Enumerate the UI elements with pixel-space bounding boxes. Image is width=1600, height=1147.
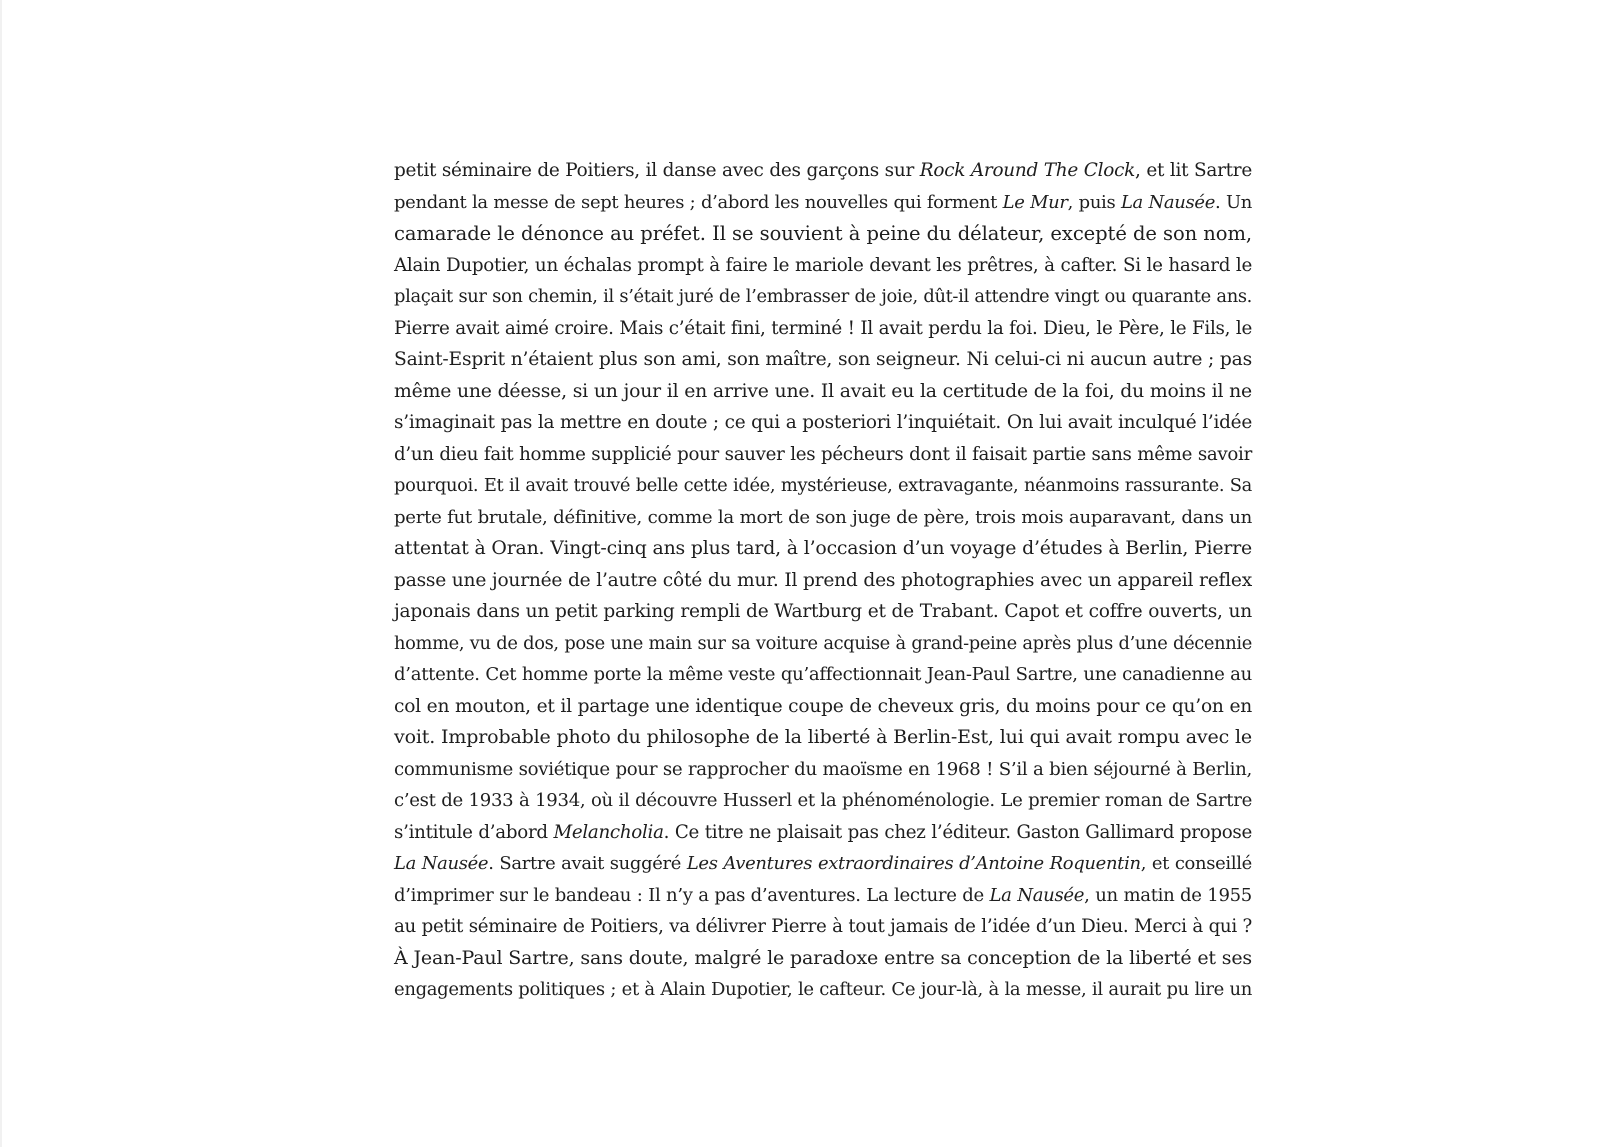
text-line	[394, 722, 1252, 754]
text-run: pendant la messe de sept heures ; d’abord les nouvelles qui forment	[394, 191, 1003, 213]
text-line	[394, 596, 1252, 628]
text-run: pourquoi. Et il avait trouvé belle cette idée, mystérieuse, extravagante, néanmoins rassurante. Sa	[394, 475, 1252, 496]
text-line	[394, 281, 1252, 313]
text-line	[394, 344, 1252, 376]
text-line	[394, 754, 1252, 786]
text-run: . Sartre avait suggéré	[488, 853, 687, 874]
text-line	[394, 911, 1252, 943]
text-run: Alain Dupotier, un échalas prompt à faire le mariole devant les prêtres, à cafter. Si le hasard le	[394, 254, 1252, 276]
text-line	[394, 565, 1252, 597]
text-line	[394, 250, 1252, 282]
italic-title: La Nausée	[394, 853, 489, 874]
text-line	[394, 628, 1252, 660]
text-run: Saint-Esprit n’étaient plus son ami, son maître, son seigneur. Ni celui-ci ni aucun autre ; pas	[394, 349, 1252, 370]
text-run: passe une journée de l’autre côté du mur. Il prend des photographies avec un appareil reflex	[394, 569, 1252, 591]
text-run: camarade le dénonce au préfet. Il se souvient à peine du délateur, excepté de son nom,	[394, 222, 1252, 245]
text-run: . Ce titre ne plaisait pas chez l’éditeur. Gaston Gallimard propose	[663, 821, 1252, 843]
text-run: d’attente. Cet homme porte la même veste qu’affectionnait Jean-Paul Sartre, une canadienne au	[394, 664, 1252, 685]
text-run: petit séminaire de Poitiers, il danse avec des garçons sur	[394, 160, 920, 181]
text-run: attentat à Oran. Vingt-cinq ans plus tard, à l’occasion d’un voyage d’études à Berlin, Pierre	[394, 537, 1252, 559]
text-run: s’intitule d’abord	[394, 821, 554, 843]
text-run: communisme soviétique pour se rapprocher du maoïsme en 1968 ! S’il a bien séjourné à Berlin,	[394, 758, 1252, 780]
text-line	[394, 376, 1252, 408]
text-run: , et conseillé	[1140, 853, 1252, 874]
italic-title: La Nausée	[989, 884, 1085, 906]
text-line	[394, 313, 1252, 345]
text-run: engagements politiques ; et à Alain Dupotier, le cafteur. Ce jour-là, à la messe, il aurait pu lire un	[394, 979, 1252, 1000]
text-line	[394, 785, 1252, 817]
text-line	[394, 691, 1252, 723]
text-line	[394, 439, 1252, 471]
page-edge	[0, 0, 2, 1147]
text-run: . Un	[1215, 191, 1253, 213]
italic-title: Les Aventures extraordinaires d’Antoine Roquentin	[686, 853, 1141, 874]
text-line	[394, 848, 1252, 880]
italic-title: Rock Around The Clock	[919, 160, 1136, 181]
text-line	[394, 470, 1252, 502]
text-run: plaçait sur son chemin, il s’était juré de l’embrasser de joie, dût-il attendre vingt ou quarante ans.	[394, 286, 1252, 307]
text-run: d’un dieu fait homme supplicié pour sauver les pécheurs dont il faisait partie sans même savoir	[394, 443, 1252, 465]
text-run: japonais dans un petit parking rempli de Wartburg et de Trabant. Capot et coffre ouverts, un	[394, 601, 1252, 622]
text-line	[394, 659, 1252, 691]
text-run: , un matin de 1955	[1084, 884, 1252, 906]
text-line	[394, 943, 1252, 975]
text-line	[394, 880, 1252, 912]
text-run: homme, vu de dos, pose une main sur sa voiture acquise à grand-peine après plus d’une décennie	[394, 632, 1252, 654]
text-run: perte fut brutale, définitive, comme la mort de son juge de père, trois mois auparavant, dans un	[394, 506, 1252, 528]
text-line	[394, 817, 1252, 849]
text-run: col en mouton, et il partage une identique coupe de cheveux gris, du moins pour ce qu’on en	[394, 695, 1252, 717]
text-line	[394, 974, 1252, 1006]
text-line	[394, 155, 1252, 187]
text-line	[394, 502, 1252, 534]
text-run: au petit séminaire de Poitiers, va délivrer Pierre à tout jamais de l’idée d’un Dieu. Merci à qui ?	[394, 916, 1252, 937]
text-line	[394, 187, 1252, 219]
body-text	[394, 155, 1252, 1006]
italic-title: Le Mur	[1002, 191, 1068, 213]
text-run: À Jean-Paul Sartre, sans doute, malgré le paradoxe entre sa conception de la liberté et ses	[394, 946, 1252, 969]
text-run: s’imaginait pas la mettre en doute ; ce qui a posteriori l’inquiétait. On lui avait inculqué l’idée	[394, 412, 1252, 433]
text-run: même une déesse, si un jour il en arrive une. Il avait eu la certitude de la foi, du moins il ne	[394, 380, 1252, 402]
text-line	[394, 407, 1252, 439]
text-run: , et lit Sartre	[1135, 160, 1252, 181]
text-run: Pierre avait aimé croire. Mais c’était fini, terminé ! Il avait perdu la foi. Dieu, le Père, le Fils, le	[394, 317, 1252, 339]
text-run: voit. Improbable photo du philosophe de la liberté à Berlin-Est, lui qui avait rompu avec le	[394, 726, 1252, 748]
text-line	[394, 533, 1252, 565]
italic-title: La Nausée	[1120, 191, 1215, 213]
italic-title: Melancholia	[553, 821, 664, 843]
text-run: , puis	[1067, 191, 1121, 213]
text-run: c’est de 1933 à 1934, où il découvre Husserl et la phénoménologie. Le premier roman de Sartre	[394, 790, 1252, 811]
text-line	[394, 218, 1252, 250]
text-run: d’imprimer sur le bandeau : Il n’y a pas d’aventures. La lecture de	[394, 884, 990, 906]
